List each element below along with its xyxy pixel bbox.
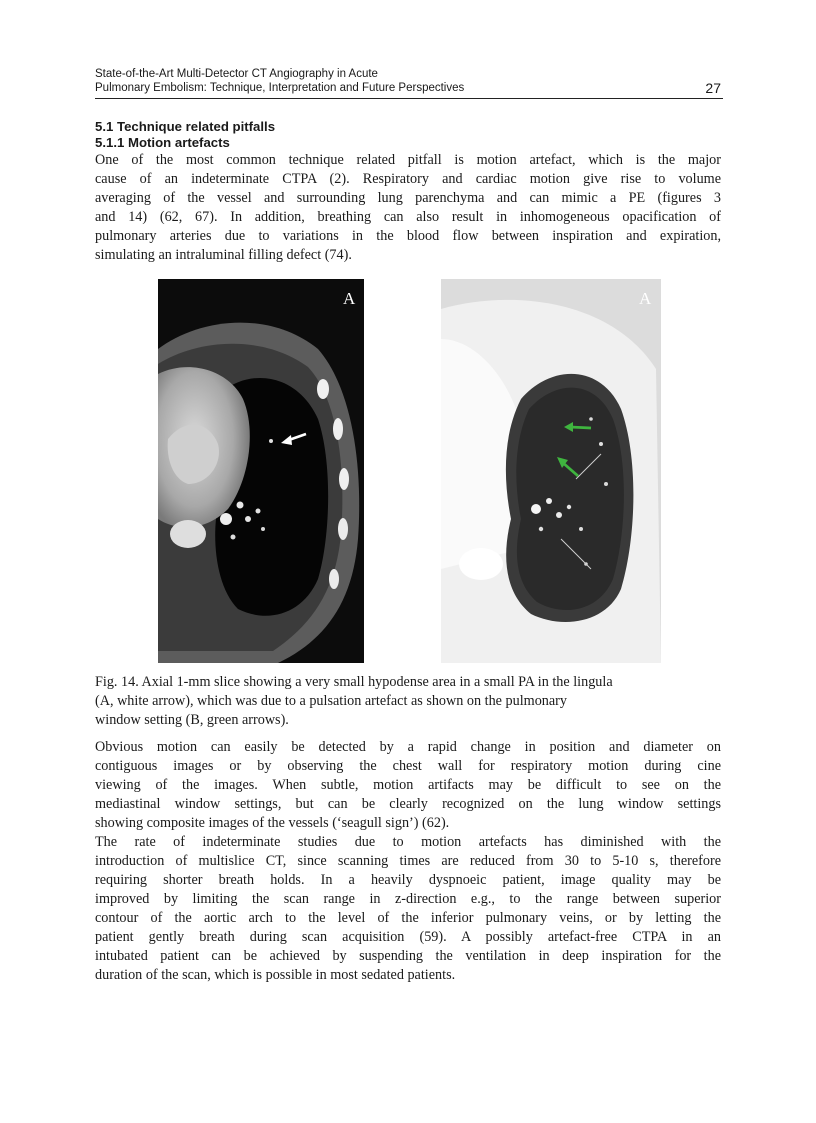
text-line: The rate of indeterminate studies due to motion artefacts has diminished with the (95, 834, 721, 850)
header-title-line-2: Pulmonary Embolism: Technique, Interpretation and Future Perspectives (95, 82, 465, 94)
panel-a-label: A (343, 289, 356, 308)
text-line: duration of the scan, which is possible in most sedated patients. (95, 967, 456, 983)
ct-image-lung-window (441, 279, 661, 663)
section-heading: 5.1 Technique related pitfalls (95, 119, 276, 134)
paragraph-2 (95, 738, 721, 985)
text-line: requiring shorter breath holds. In a heavily dyspnoeic patient, image quality may be (95, 872, 721, 888)
text-line: Obvious motion can easily be detected by a rapid change in position and diameter on (95, 739, 721, 755)
text-line: pulmonary arteries due to variations in the blood flow between inspiration and expiration, (95, 228, 721, 244)
caption-line: Fig. 14. Axial 1-mm slice showing a very small hypodense area in a small PA in the lingula (95, 674, 613, 690)
figure-caption (95, 673, 721, 730)
page-number: 27 (705, 80, 721, 96)
text-line: mediastinal window settings, but can be clearly recognized on the lung window settings (95, 796, 721, 812)
running-header (95, 67, 723, 99)
caption-line: window setting (B, green arrows). (95, 712, 289, 728)
ct-scan-drawing-b (441, 279, 661, 663)
text-line: introduction of multislice CT, since scanning times are reduced from 30 to 5-10 s, therefore (95, 853, 721, 869)
text-line: improved by limiting the scan range in z-direction e.g., to the range between superior (95, 891, 721, 907)
text-line: showing composite images of the vessels (‘seagull sign’) (62). (95, 815, 450, 831)
text-line: contour of the aortic arch to the level of the inferior pulmonary veins, or by letting the (95, 910, 721, 926)
text-line: cause of an indeterminate CTPA (2). Respiratory and cardiac motion give rise to volume (95, 171, 721, 187)
text-line: and 14) (62, 67). In addition, breathing can also result in inhomogeneous opacification of (95, 209, 721, 225)
caption-line: (A, white arrow), which was due to a pulsation artefact as shown on the pulmonary (95, 693, 567, 709)
text-line: averaging of the vessel and surrounding lung parenchyma and can mimic a PE (figures 3 (95, 190, 721, 206)
text-line: intubated patient can be achieved by suspending the ventilation in deep inspiration for the (95, 948, 721, 964)
subsection-heading: 5.1.1 Motion artefacts (95, 135, 230, 150)
header-title-line-1: State-of-the-Art Multi-Detector CT Angiography in Acute (95, 68, 378, 80)
text-line: contiguous images or by observing the chest wall for respiratory motion during cine (95, 758, 721, 774)
text-line: simulating an intraluminal filling defect (74). (95, 247, 352, 263)
text-line: patient gently breath during scan acquisition (59). A possibly artefact-free CTPA in an (95, 929, 721, 945)
paragraph-1 (95, 151, 721, 265)
ct-scan-drawing-a (158, 279, 364, 663)
ct-image-mediastinal-window (158, 279, 364, 663)
text-line: One of the most common technique related pitfall is motion artefact, which is the major (95, 152, 721, 168)
text-line: viewing of the images. When subtle, motion artifacts may be difficult to see on the (95, 777, 721, 793)
panel-b-label: A (639, 289, 652, 308)
